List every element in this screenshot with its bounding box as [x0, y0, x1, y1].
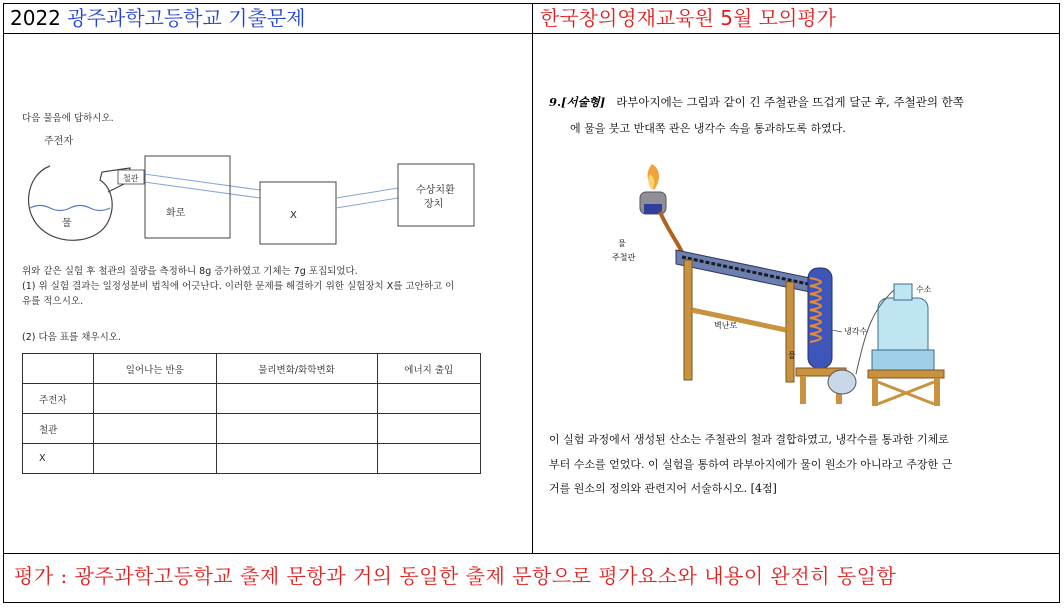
question-type: [서술형]	[561, 95, 606, 109]
right-question-body-2: 부터 수소를 얻었다. 이 실험을 통하여 라부아지에가 물이 원소가 아니라고 주장한 근	[549, 458, 953, 471]
table-row	[23, 384, 481, 414]
experiment-diagram	[20, 130, 490, 250]
table-row	[23, 414, 481, 444]
column-divider	[532, 3, 533, 554]
table-cell	[377, 414, 481, 444]
table-row-label: 주전자	[23, 384, 94, 414]
left-header-title: 광주과학고등학교 기출문제	[67, 6, 306, 30]
table-cell	[216, 384, 377, 414]
table-row-label: X	[23, 444, 94, 474]
apparatus-water-label: 물	[618, 239, 626, 248]
table-cell	[94, 384, 217, 414]
right-header-title: 한국창의영재교육원 5월 모의평가	[540, 6, 836, 30]
furnace-label: 화로	[166, 208, 186, 219]
table-header-cell: 물리변화/화학변화	[216, 354, 377, 384]
table-row	[23, 444, 481, 474]
apparatus-water2-label: 물	[788, 351, 796, 360]
x-label: X	[290, 210, 297, 221]
apparatus-coolant-label: 냉각수	[844, 327, 868, 336]
question-text-4: (2) 다음 표를 채우시오.	[22, 332, 121, 343]
table-header-row	[23, 354, 481, 384]
collector-label-1: 수상치환	[416, 185, 455, 196]
collector-label-2: 장치	[424, 199, 444, 210]
table-header-cell	[23, 354, 94, 384]
table-cell	[94, 414, 217, 444]
pipe-label: 철관	[123, 174, 139, 183]
question-intro: 다음 물음에 답하시오.	[22, 113, 114, 124]
question-text-1: 위와 같은 실험 후 철관의 질량을 측정하니 8g 증가하였고 기체는 7g 포집되었다.	[22, 266, 358, 277]
apparatus-iron-pipe-label: 주철관	[612, 253, 636, 262]
table-cell	[216, 444, 377, 474]
table-cell	[216, 414, 377, 444]
table-header-cell: 에너지 출입	[377, 354, 481, 384]
apparatus-hydrogen-label: 수소	[916, 285, 932, 294]
table-row-label: 철관	[23, 414, 94, 444]
footer-evaluation: 평가 : 광주과학고등학교 출제 문항과 거의 동일한 출제 문항으로 평가요소와 내용이 완전히 동일함	[14, 564, 897, 588]
question-text-3: 유를 적으시오.	[22, 296, 84, 307]
table-header-cell: 일어나는 반응	[94, 354, 217, 384]
question-number: 9.	[549, 95, 562, 109]
answer-table	[22, 353, 481, 474]
table-cell	[94, 444, 217, 474]
right-question-heading	[549, 94, 964, 110]
right-question-line-2: 에 물을 붓고 반대쪽 관은 냉각수 속을 통과하도록 하였다.	[570, 122, 846, 135]
left-header	[10, 5, 305, 31]
table-cell	[377, 444, 481, 474]
table-cell	[377, 384, 481, 414]
right-question-line-1: 라부아지에는 그림과 같이 긴 주철관을 뜨겁게 달군 후, 주철관의 한쪽	[616, 95, 964, 109]
apparatus-furnace-label: 벽난로	[714, 321, 738, 330]
left-header-year: 2022	[10, 6, 61, 30]
lavoisier-apparatus	[610, 160, 970, 410]
flask-label: 주전자	[44, 136, 73, 147]
right-question-body-3: 거를 원소의 정의와 관련지어 서술하시오. [4점]	[549, 482, 777, 495]
water-label: 물	[62, 218, 72, 229]
question-text-2: (1) 위 실험 결과는 일정성분비 법칙에 어긋난다. 이러한 문제를 해결하기 위한 실험장치 X를 고안하고 이	[22, 281, 455, 292]
right-question-body-1: 이 실험 과정에서 생성된 산소는 주철관의 철과 결합하였고, 냉각수를 통과한 기체로	[549, 433, 949, 446]
